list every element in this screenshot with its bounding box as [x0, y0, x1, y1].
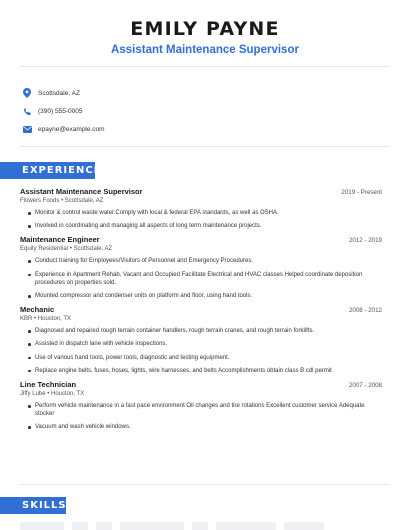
job-bullet: Assisted in dispatch lane with vehicle inspections.: [28, 340, 382, 348]
divider: [20, 484, 390, 485]
job-bullet: Mounted compressor and condenser units on platform and floor, using hand tools.: [28, 292, 382, 300]
section-heading-experience: EXPERIENCE: [0, 162, 95, 179]
job-entry: [20, 235, 382, 300]
email-text: epayne@example.com: [38, 125, 105, 133]
job-bullet: Diagnosed and repaired rough terrain container handlers, rough terrain cranes, and rough terrain forklifts.: [28, 327, 382, 335]
job-title: Assistant Maintenance Supervisor: [20, 187, 143, 196]
job-entry: [20, 187, 382, 230]
job-bullet: Involved in coordinating and managing all aspects of long term maintenance projects.: [28, 222, 382, 230]
job-company: Flowers Foods • Scottsdale, AZ: [20, 198, 104, 204]
contact-block: [22, 84, 105, 138]
job-bullet: Replace engine belts, fuses, hoses, lights, wire harnesses, and belts Accomplishments obtain class B cdl permit: [28, 367, 382, 375]
job-title: Line Technician: [20, 380, 77, 390]
skill-chip: [96, 522, 112, 530]
skill-chip: [216, 522, 276, 530]
contact-phone: [22, 102, 105, 120]
skill-chip: [192, 522, 208, 530]
job-bullet: Conduct training for Employees/Visitors of Personnel and Emergency Procedures.: [28, 257, 382, 265]
location-text: Scottsdale, AZ: [38, 89, 80, 97]
job-company: Equity Residential • Scottsdale, AZ: [20, 246, 113, 253]
contact-email: [22, 120, 105, 138]
skill-chip: [284, 522, 324, 530]
phone-icon: [22, 106, 32, 116]
skill-chip: [72, 522, 88, 530]
resume-header: [0, 0, 410, 56]
divider: [20, 66, 390, 67]
skill-chip: [120, 522, 184, 530]
candidate-name: EMILY PAYNE: [130, 18, 280, 40]
candidate-role: Assistant Maintenance Supervisor: [111, 44, 299, 56]
skill-chip: [20, 522, 64, 530]
experience-list: [20, 187, 382, 437]
divider: [20, 146, 390, 147]
job-dates: 2007 - 2008: [348, 382, 382, 390]
job-company: Jiffy Lube • Houston, TX: [20, 391, 85, 398]
job-title: Mechanic: [20, 305, 55, 315]
job-bullet: Experience in Apartment Rehab, Vacant and Occupied Facilitate Electrical and HVAC classes Helped coordinate deposition procedures on properties sold.: [28, 271, 382, 287]
phone-text: (390) 555-0005: [38, 107, 83, 115]
job-dates: 2019 - Present: [341, 189, 382, 196]
job-bullet: Use of various hand tools, power tools, diagnostic and testing equipment.: [28, 354, 382, 362]
job-entry: [20, 380, 382, 432]
skills-list: [20, 522, 390, 530]
job-bullet: Vacuum and wash vehicle windows.: [28, 423, 382, 431]
location-pin-icon: [22, 88, 32, 98]
job-title: Maintenance Engineer: [20, 235, 100, 245]
job-bullet: Perform vehicle maintenance in a fast pace environment Oil changes and tire rotations Excellent customer service Adequate stocker: [28, 402, 382, 418]
section-heading-skills: SKILLS: [0, 497, 66, 514]
job-dates: 2012 - 2019: [348, 237, 382, 245]
envelope-icon: [22, 124, 32, 134]
job-dates: 2008 - 2012: [348, 307, 382, 315]
contact-location: [22, 84, 105, 102]
job-entry: [20, 305, 382, 375]
job-company: KBR • Houston, TX: [20, 316, 72, 323]
job-bullet: Monitor & control waste water.Comply with local & federal EPA standards, as well as OSHA.: [28, 209, 382, 217]
